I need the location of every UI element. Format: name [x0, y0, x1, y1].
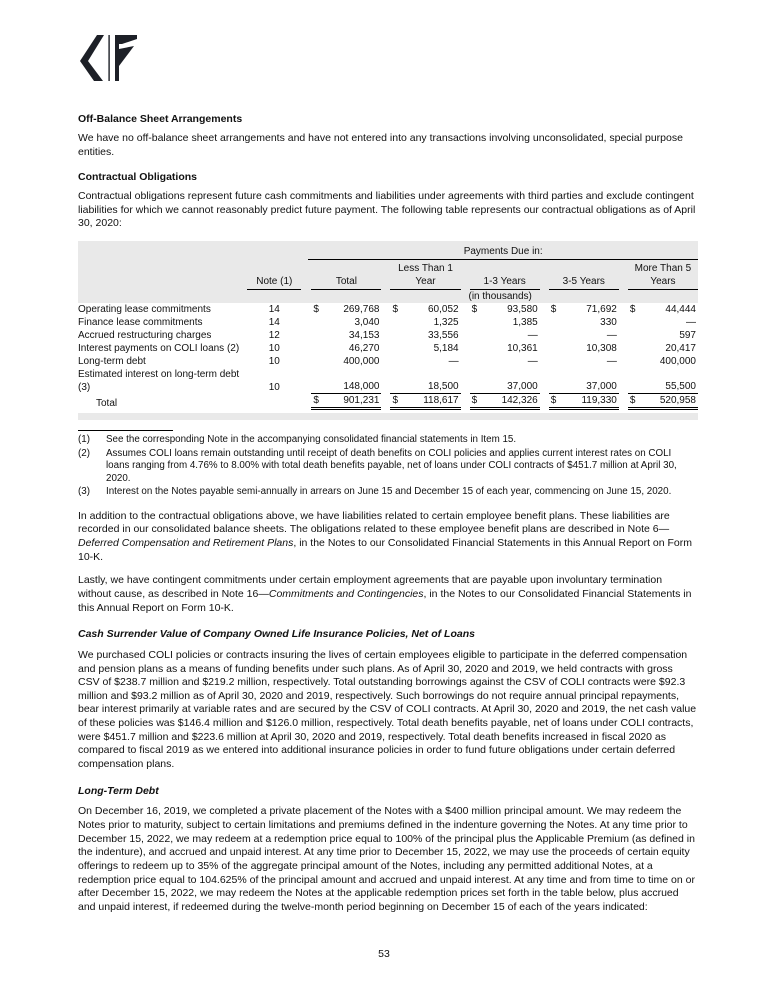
footnote-1: (1) See the corresponding Note in the accompanying consolidated financial statements in Item 15. — [78, 434, 517, 446]
col-header-1-3-years: 1-3 Years — [470, 273, 540, 290]
page-number: 53 — [378, 948, 390, 961]
table-units-label: (in thousands) — [468, 291, 532, 303]
table-row: Operating lease commitments 14 $ 269,768 $ 60,052 $ 93,580 $ 71,692 $ 44,444 — [78, 304, 696, 316]
table-row: Accrued restructuring charges 12 34,153 33,556 — — 597 — [78, 330, 696, 342]
paragraph-contractual: Contractual obligations represent future cash commitments and liabilities under agreements with third parties and exclude contingent liabilities for which we cannot reasonably predict future payment. The following table represents our contractual obligations as of April 30, 2020: — [78, 190, 696, 230]
table-total-row: Total $ 901,231 $ 118,617 $ 142,326 $ 119,330 $ 520,958 — [96, 395, 696, 410]
paragraph-long-term-debt: On December 16, 2019, we completed a private placement of the Notes with a $400 million principal amount. We may redeem the Notes prior to maturity, subject to certain limitations and premiums defined in the indenture governing the Notes. At any time prior to December 15, 2022, we may redeem at a redemption price equal to 100% of the principal plus the Applicable Premium (as defined in the indenture), and accrued and unpaid interest. At any time prior to December 15, 2022, we may use the proceeds of certain equity offerings to redeem up to 35% of the aggregate principal amount of the Notes, including any permitted additional Notes, at a redemption price equal to 104.625% of the principal amount and accrued and unpaid interest. At any time and from time to time on or after December 15, 2022, we may redeem the Notes at the applicable redemption prices set forth in the table below, plus accrued and unpaid interest, if redeemed during the twelve-month period beginning on December 15 of each of the years indicated: — [78, 805, 695, 913]
col-header-total: Total — [311, 273, 381, 290]
heading-contractual-obligations: Contractual Obligations — [78, 170, 198, 183]
footnote-3: (3) Interest on the Notes payable semi-annually in arrears on June 15 and December 15 of each year, commencing on June 15, 2020. — [78, 486, 672, 498]
footnote-2: (2) Assumes COLI loans remain outstanding until receipt of death benefits on COLI policies and applies current interest rates on COLI loans ranging from 4.76% to 8.00% with total death benefits payable, net of loans under COLI contracts of $451.7 million at April 30, 2020. — [78, 447, 677, 484]
table-title: Payments Due in: — [308, 241, 698, 260]
col-header-less-than-1-year: Less Than 1 Year — [390, 260, 460, 290]
table-row: Finance lease commitments 14 3,040 1,325 1,385 330 — — [78, 317, 696, 329]
heading-long-term-debt: Long-Term Debt — [78, 784, 159, 797]
table-row: Long-term debt 10 400,000 — — — 400,000 — [78, 356, 696, 368]
table-row: Interest payments on COLI loans (2) 10 46,270 5,184 10,361 10,308 20,417 — [78, 343, 696, 355]
contractual-obligations-table — [78, 241, 697, 420]
paragraph-benefit-plans: In addition to the contractual obligations above, we have liabilities related to certain employee benefit plans. These liabilities are recorded in our consolidated balance sheets. The obligations related to these employee benefit plans are described in Note 6—Deferred Compensation and Retirement Plans, in the Notes to our Consolidated Financial Statements in this Annual Report on Form 10-K. — [78, 509, 693, 563]
korn-ferry-logo-icon — [78, 35, 140, 81]
paragraph-contingent-commitments: Lastly, we have contingent commitments under certain employment agreements that are payable upon involuntary termination without cause, as described in Note 16—Commitments and Contingencies, in the Notes to our Consolidated Financial Statements in this Annual Report on Form 10-K. — [78, 574, 692, 614]
heading-off-balance-sheet: Off-Balance Sheet Arrangements — [78, 112, 243, 125]
col-header-more-than-5-years: More Than 5 Years — [628, 260, 698, 290]
table-header — [78, 241, 698, 303]
col-header-note: Note (1) — [247, 275, 301, 290]
footnote-separator — [78, 430, 173, 431]
col-header-3-5-years: 3-5 Years — [549, 273, 619, 290]
paragraph-csv: We purchased COLI policies or contracts insuring the lives of certain employees eligible to participate in the deferred compensation and pension plans as a means of funding benefits under such plans. As of April 30, 2020 and 2019, we held contracts with gross CSV of $238.7 million and $219.2 million, respectively. Total outstanding borrowings against the CSV of COLI contracts were $92.3 million and $93.2 million as of April 30, 2020 and 2019, respectively. Such borrowings do not require annual principal repayments, bear interest primarily at variable rates and are secured by the CSV of COLI contracts. At April 30, 2020 and 2019, the net cash value of these policies was $146.4 million and $126.0 million, respectively. Total death benefits payable, net of loans under COLI contracts, were $451.7 million and $223.6 million at April 30, 2020 and 2019, respectively. Total death benefits increased in fiscal 2020 as compared to fiscal 2019 as we entered into additional insurance policies in order to fund future obligations under certain deferred compensation plans. — [78, 648, 697, 771]
footnotes — [78, 434, 697, 499]
table-row: Estimated interest on long-term debt (3) 10 148,000 18,500 37,000 37,000 55,500 — [78, 369, 696, 394]
table-bottom-band — [78, 413, 698, 420]
paragraph-off-balance: We have no off-balance sheet arrangements and have not entered into any transactions involving unconsolidated, special purpose entities. — [78, 132, 683, 158]
heading-cash-surrender-value: Cash Surrender Value of Company Owned Life Insurance Policies, Net of Loans — [78, 628, 475, 641]
